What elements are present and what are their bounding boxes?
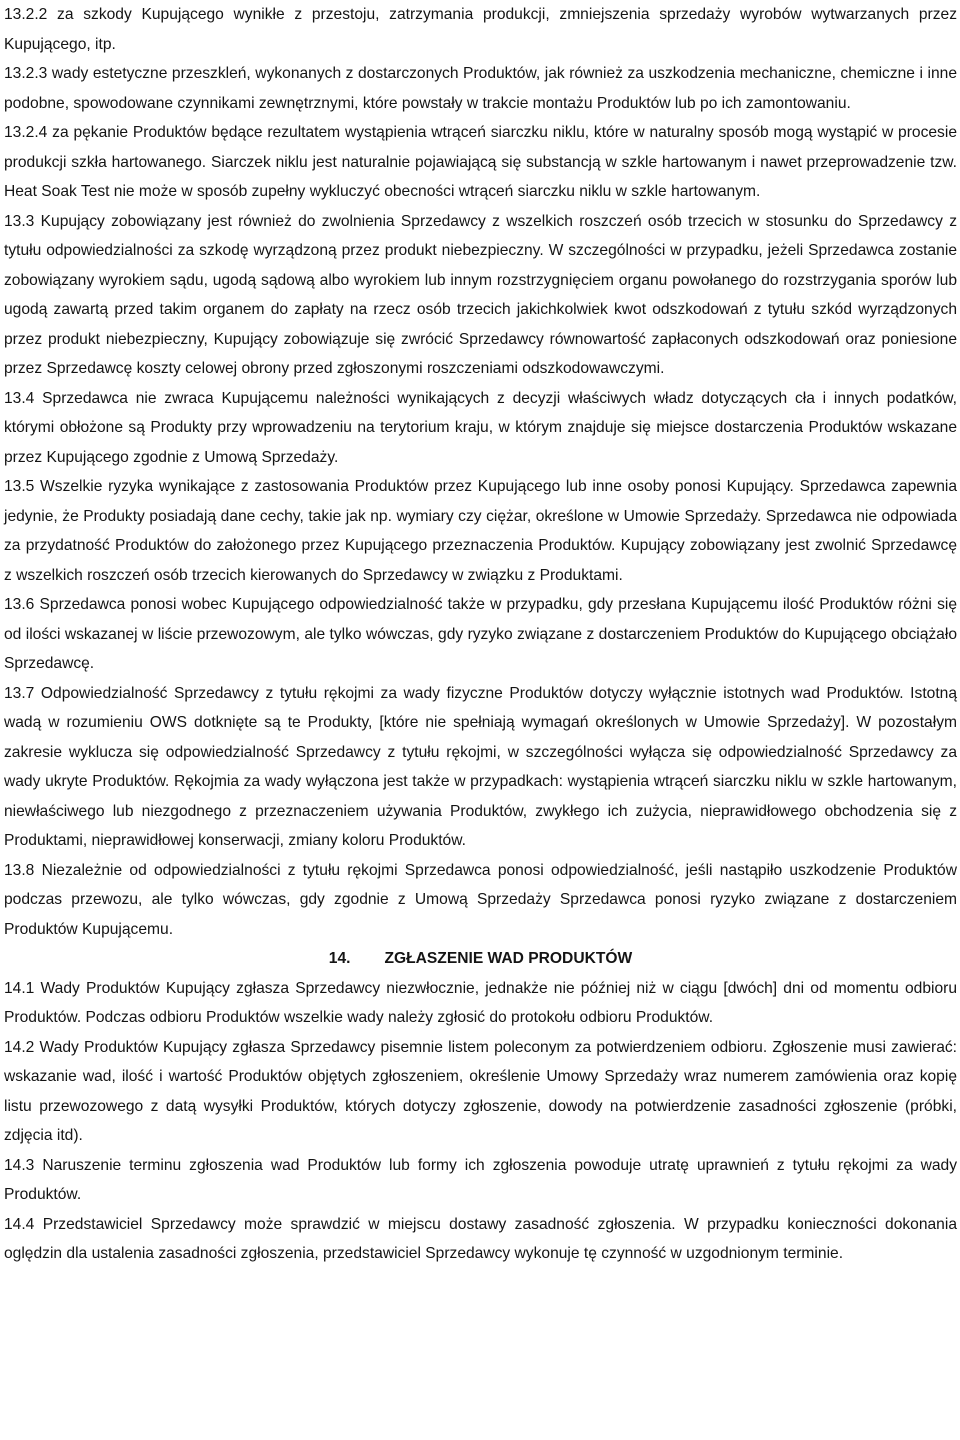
section-heading-14 xyxy=(4,944,957,974)
paragraph-13-4: 13.4 Sprzedawca nie zwraca Kupującemu należności wynikających z decyzji właściwych władz dotyczących cła i innych podatków, którymi obłożone są Produkty przy wprowadzeniu na terytorium kraju, w którym znajduje się miejsce dostarczenia Produktów wskazane przez Kupującego zgodnie z Umową Sprzedaży. xyxy=(4,389,957,466)
paragraph-14-4: 14.4 Przedstawiciel Sprzedawcy może sprawdzić w miejscu dostawy zasadność zgłoszenia. W przypadku konieczności dokonania oględzin dla ustalenia zasadności zgłoszenia, przedstawiciel Sprzedawcy wykonuje tę czynność w uzgodnionym terminie. xyxy=(4,1215,957,1262)
section-number: 14. xyxy=(328,950,351,967)
paragraph-13-2-4: 13.2.4 za pękanie Produktów będące rezultatem wystąpienia wtrąceń siarczku niklu, które w naturalny sposób mogą wystąpić w procesie produkcji szkła hartowanego. Siarczek niklu jest naturalnie pojawiającą się substancją w szkle hartowanym i nawet przeprowadzenie tzw. Heat Soak Test nie może w sposób zupełny wykluczyć obecności wtrąceń siarczku niklu w szkle hartowanym. xyxy=(4,124,957,200)
paragraph-13-2-2: 13.2.2 za szkody Kupującego wynikłe z przestoju, zatrzymania produkcji, zmniejszenia sprzedaży wyrobów wytwarzanych przez Kupującego, itp. xyxy=(4,6,957,53)
paragraph-13-2-3: 13.2.3 wady estetyczne przeszkleń, wykonanych z dostarczonych Produktów, jak również za uszkodzenia mechaniczne, chemiczne i inne podobne, spowodowane czynnikami zewnętrznymi, które powstały w trakcie montażu Produktów lub po ich zamontowaniu. xyxy=(4,65,957,112)
document-page xyxy=(4,0,957,1269)
paragraph-14-2: 14.2 Wady Produktów Kupujący zgłasza Sprzedawcy pisemnie listem poleconym za potwierdzeniem odbioru. Zgłoszenie musi zawierać: wskazanie wad, ilość i wartość Produktów objętych zgłoszeniem, określenie Umowy Sprzedaży wraz numerem zamówienia oraz kopię listu przewozowego z datą wysyłki Produktów, których dotyczy zgłoszenie, dowody na potwierdzenie zasadności zgłoszenie (próbki, zdjęcia itd). xyxy=(4,1038,957,1144)
paragraph-13-5: 13.5 Wszelkie ryzyka wynikające z zastosowania Produktów przez Kupującego lub inne osoby ponosi Kupujący. Sprzedawca zapewnia jedynie, że Produkty posiadają dane cechy, takie jak np. wymiary czy ciężar, określone w Umowie Sprzedaży. Sprzedawca nie odpowiada za przydatność Produktów do założonego przez Kupującego przeznaczenia Produktów. Kupujący zobowiązany jest zwolnić Sprzedawcę z wszelkich roszczeń osób trzecich kierowanych do Sprzedawcy w związku z Produktami. xyxy=(4,478,957,584)
paragraph-13-7: 13.7 Odpowiedzialność Sprzedawcy z tytułu rękojmi za wady fizyczne Produktów dotyczy wyłącznie istotnych wad Produktów. Istotną wadą w rozumieniu OWS dotknięte są te Produkty, [które nie spełniają wymagań określonych w Umowie Sprzedaży]. W pozostałym zakresie wyklucza się odpowiedzialność Sprzedawcy z tytułu rękojmi, w szczególności wyłącza się odpowiedzialność Sprzedawcy za wady ukryte Produktów. Rękojmia za wady wyłączona jest także w przypadkach: wystąpienia wtrąceń siarczku niklu w szkle hartowanym, niewłaściwego lub niezgodnego z przeznaczeniem używania Produktów, zwykłego ich zużycia, nieprawidłowego obchodzenia się z Produktami, nieprawidłowej konserwacji, zmiany koloru Produktów. xyxy=(4,684,957,849)
paragraph-14-3: 14.3 Naruszenie terminu zgłoszenia wad Produktów lub formy ich zgłoszenia powoduje utratę uprawnień z tytułu rękojmi za wady Produktów. xyxy=(4,1156,957,1203)
paragraph-13-8: 13.8 Niezależnie od odpowiedzialności z tytułu rękojmi Sprzedawca ponosi odpowiedzialność, jeśli nastąpiło uszkodzenie Produktów podczas przewozu, ale tylko wówczas, gdy zgodnie z Umową Sprzedaży Sprzedawca ponosi ryzyko związane z dostarczeniem Produktów Kupującemu. xyxy=(4,861,957,938)
paragraph-13-6: 13.6 Sprzedawca ponosi wobec Kupującego odpowiedzialność także w przypadku, gdy przesłana Kupującemu ilość Produktów różni się od ilości wskazanej w liście przewozowym, ale tylko wówczas, gdy ryzyko związane z dostarczeniem Produktów do Kupującego obciążało Sprzedawcę. xyxy=(4,596,957,672)
section-title: ZGŁASZENIE WAD PRODUKTÓW xyxy=(384,950,633,967)
paragraph-14-1: 14.1 Wady Produktów Kupujący zgłasza Sprzedawcy niezwłocznie, jednakże nie później niż w ciągu [dwóch] dni od momentu odbioru Produktów. Podczas odbioru Produktów wszelkie wady należy zgłosić do protokołu odbioru Produktów. xyxy=(4,979,957,1026)
paragraph-13-3: 13.3 Kupujący zobowiązany jest również do zwolnienia Sprzedawcy z wszelkich roszczeń osób trzecich w stosunku do Sprzedawcy z tytułu odpowiedzialności za szkodę wyrządzoną przez produkt niebezpieczny. W szczególności w przypadku, jeżeli Sprzedawca zostanie zobowiązany wyrokiem sądu, ugodą sądową albo wyrokiem lub innym rozstrzygnięciem organu powołanego do rozstrzygania sporów lub ugodą zawartą przed takim organem do zapłaty na rzecz osób trzecich jakichkolwiek kwot odszkodowań z tytułu szkód wyrządzonych przez produkt niebezpieczny, Kupujący zobowiązuje się zwrócić Sprzedawcy równowartość zapłaconych odszkodowań oraz poniesione przez Sprzedawcę koszty celowej obrony przed zgłoszonymi roszczeniami odszkodowawczymi. xyxy=(4,212,957,377)
